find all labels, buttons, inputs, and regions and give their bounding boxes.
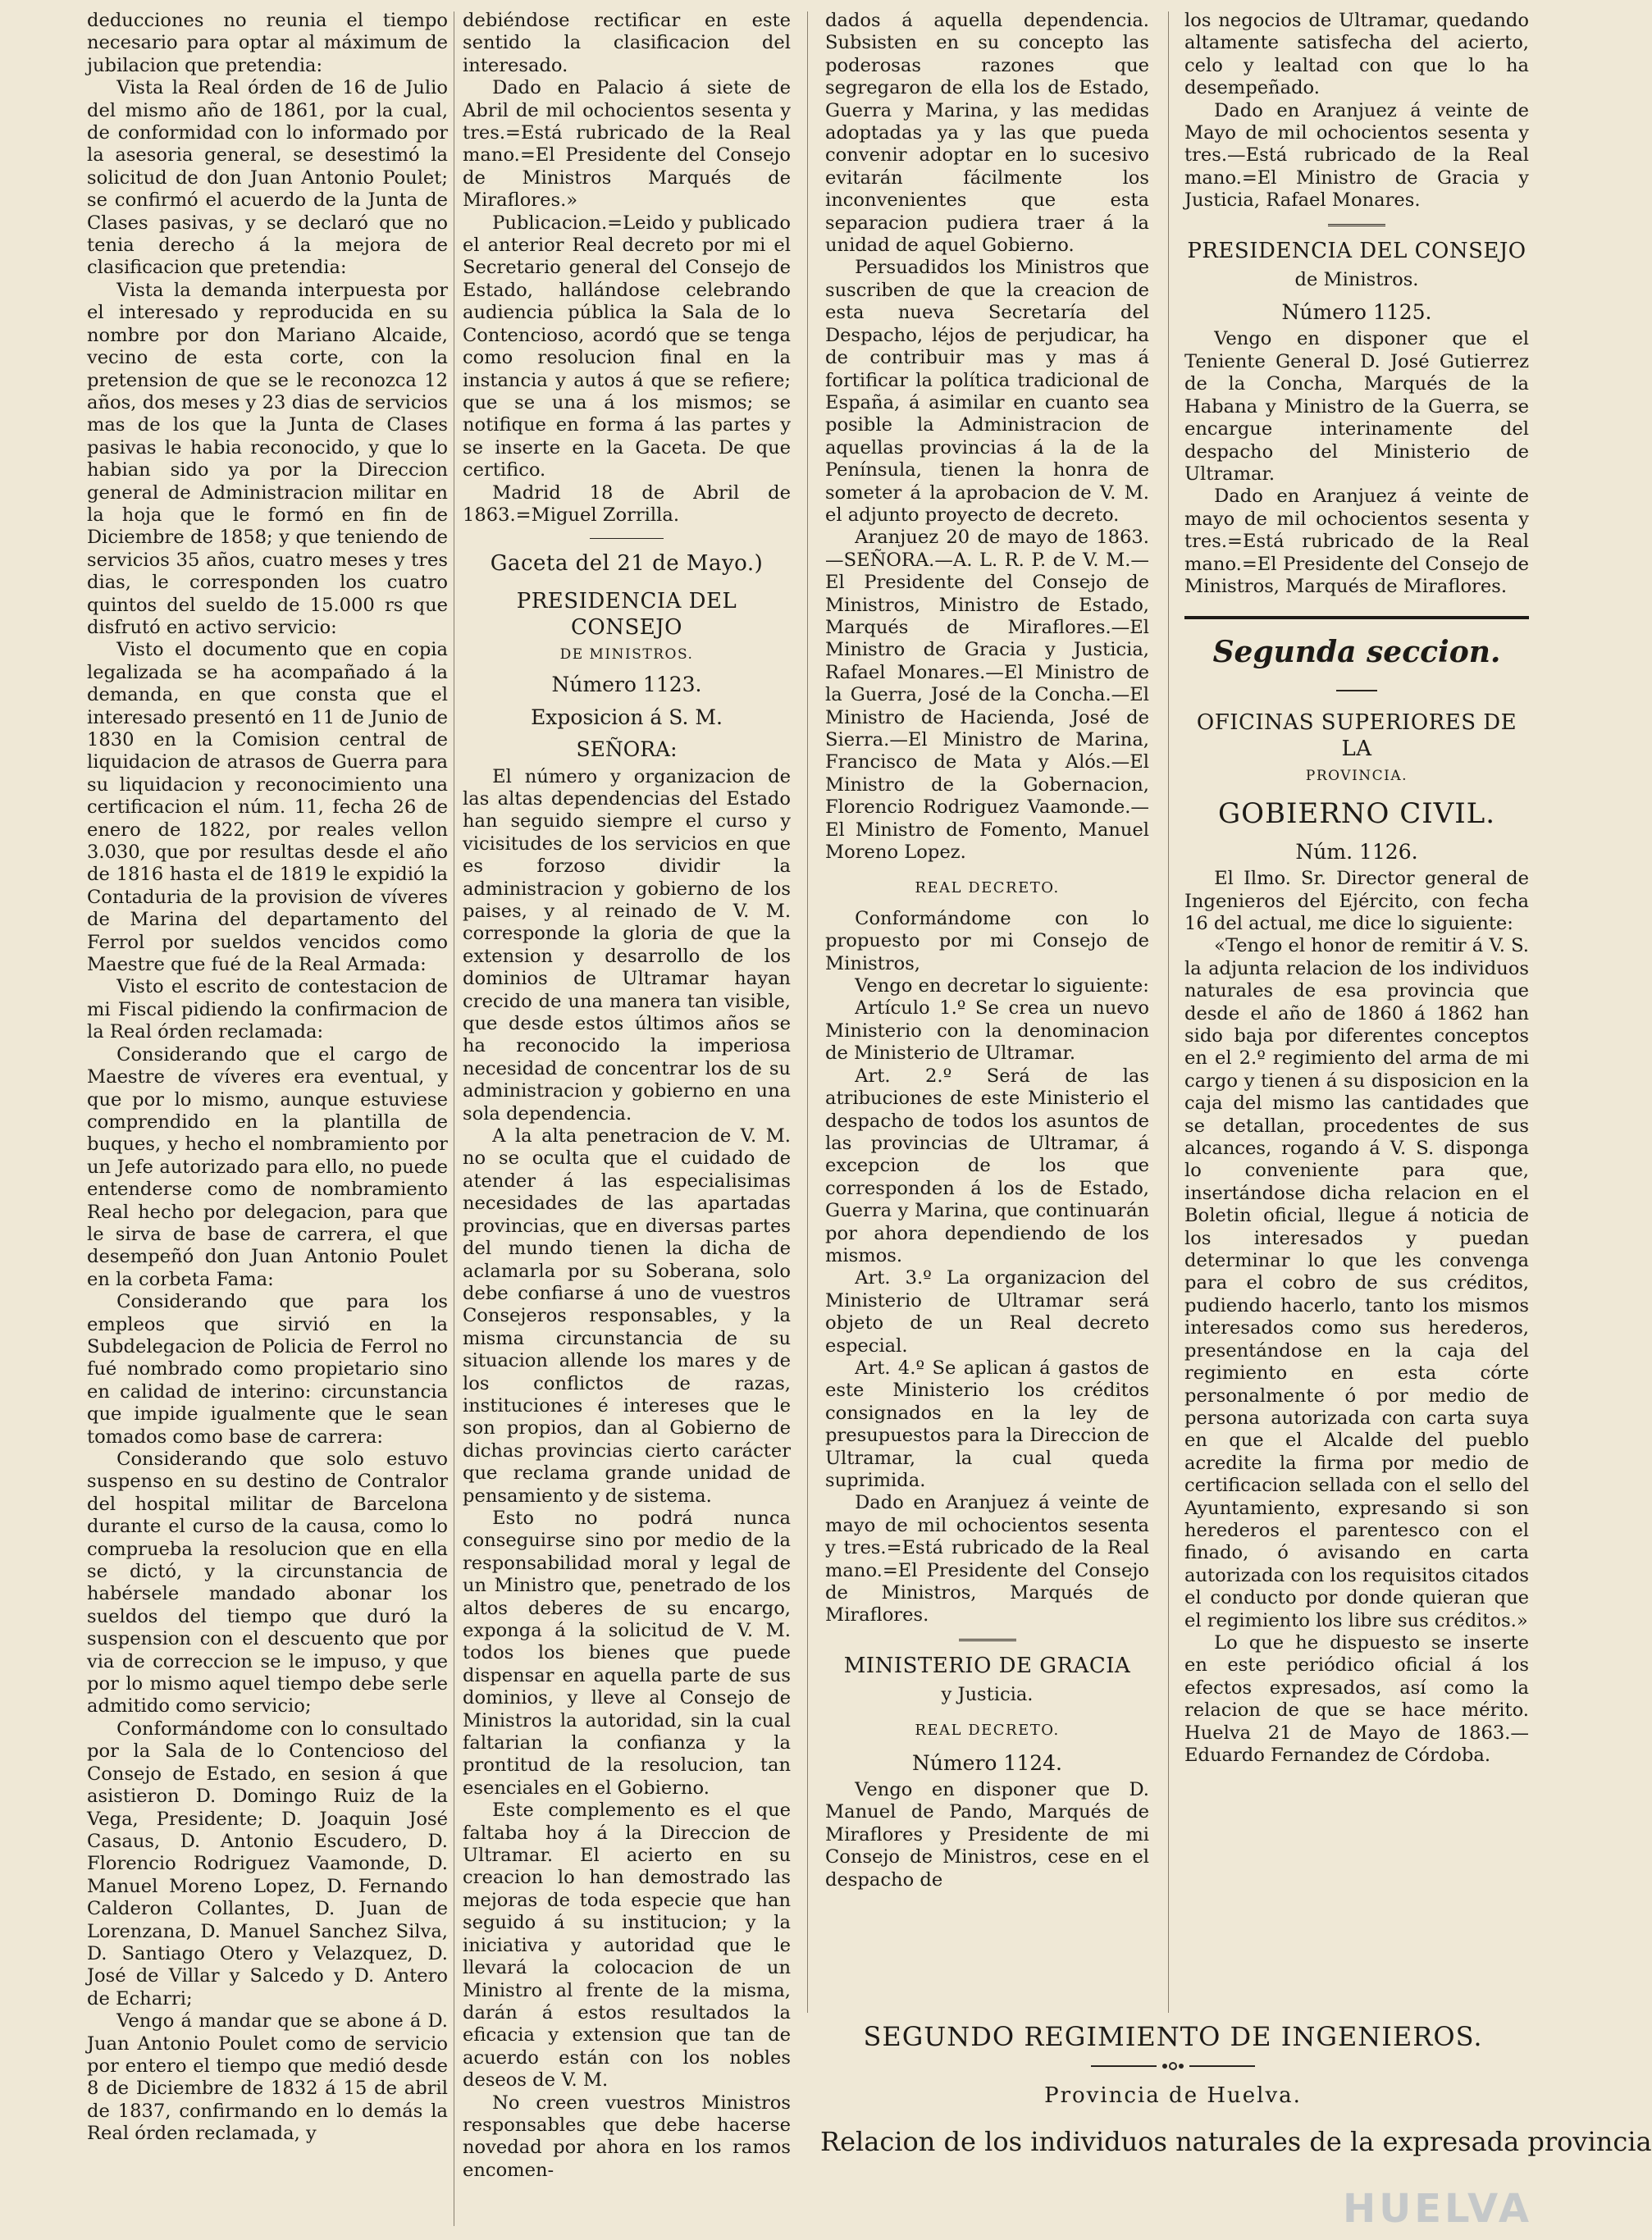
paragraph: A la alta penetracion de V. M. no se oculta que el cuidado de atender á las especialisimas necesidades de las apartadas provincias, que en diversas partes del mundo tienen la dicha de aclamarla por su Soberana, solo debe confiarse á uno de vuestros Consejeros responsables, y la misma circunstancia de su situacion allende los mares y de los conflictos de razas, instituciones é intereses que le son propios, dan al Gobierno de dichas provincias cierto carácter que reclama grande unidad de pensamiento y de sistema. [463,1125,791,1507]
paragraph: dados á aquella dependencia. Subsisten en su concepto las poderosas razones que segregaron de ella los de Estado, Guerra y Marina, y las medidas adoptadas ya y las que pueda convenir adoptar en lo sucesivo evitarán fácilmente los inconvenientes que esta separacion pudiera traer á la unidad de aquel Gobierno. [825,10,1149,257]
paragraph: deducciones no reunia el tiempo necesario para optar al máximum de jubilacion que pretendia: [87,10,448,76]
document-number: Número 1124. [912,1750,1062,1775]
section-heading: MINISTERIO DE GRACIA [843,1653,1131,1678]
segunda-seccion-heading: Segunda seccion. [1212,635,1501,670]
paragraph: Dado en Aranjuez á veinte de mayo de mil ochocientos sesenta y tres.=Está rubricado de la Real mano.=El Presidente del Consejo de Ministros, Marqués de Miraflores. [1184,486,1529,597]
paragraph: Vista la demanda interpuesta por el interesado y reproducida en su nombre por don Mariano Alcaide, vecino de esta corte, con la pretension de que se le reconozca 12 años, dos meses y 23 dias de servicios mas de los que la Junta de Clases pasivas le habia reconocido, y que lo habian sido ya por la Direccion general de Administracion militar en la hoja que le formó en fin de Diciembre de 1858; y que teniendo de servicios 35 años, cuatro meses y tres dias, le corresponden los cuatro quintos del sueldo de 15.000 rs que disfrutó en activo servicio: [87,279,448,638]
gobierno-civil-heading: GOBIERNO CIVIL. [1217,796,1496,830]
paragraph: Visto el escrito de contestacion de mi Fiscal pidiendo la confirmacion de la Real órden reclamada: [87,976,448,1043]
section-subheading: y Justicia. [941,1683,1034,1705]
archive-watermark: HUELVA [1343,2186,1532,2232]
paragraph: Artículo 1.º Se crea un nuevo Ministerio con la denominacion de Ministerio de Ultramar. [825,997,1149,1065]
paragraph: «Tengo el honor de remitir á V. S. la adjunta relacion de los individuos naturales de esa provincia que desde el año de 1860 á 1862 han sido baja por diferentes conceptos en el 2.º regimiento del arma de mi cargo y tienen á su disposicion en la caja del mismo las cantidades que se detallan, procedentes de sus alcances, rogando á V. S. disponga lo conveniente para que, insertándose dicha relacion en el Boletin oficial, llegue á noticia de los interesados y puedan determinar lo que les convenga para el cobro de sus créditos, pudiendo hacerlo, tanto los mismos interesados como sus herederos, presentándose en la caja del regimiento en esta córte personalmente ó por medio de persona autorizada con carta suya en que el Alcalde del pueblo acredite la firma por medio de certificacion sellada con el sello del Ayuntamiento, expresando si son herederos el parentesco con el finado, ó avisando en carta autorizada con los requisitos citados el conducto por donde quieran que el regimiento los libre sus créditos.» [1184,935,1529,1631]
column-2 [463,10,791,2240]
paragraph: Dado en Aranjuez á veinte de Mayo de mil ochocientos sesenta y tres.—Está rubricado de la Real mano.=El Ministro de Gracia y Justicia, Rafael Monares. [1184,99,1529,212]
section-rule [1328,224,1385,226]
column-divider [1168,11,1169,2013]
paragraph: Vengo en disponer que el Teniente General D. José Gutierrez de la Concha, Marqués de la Habana y Ministro de la Guerra, se encargue interinamente del despacho del Ministerio de Ultramar. [1184,328,1529,485]
salutation: SEÑORA: [576,737,678,762]
column-divider [807,11,808,2013]
paragraph: Vengo en decretar lo siguiente: [855,975,1149,997]
relacion-title: Relacion de los individuos naturales de la expresada provincia [820,2126,1652,2157]
paragraph: Lo que he dispuesto se inserte en este periódico oficial á los efectos expresados, así como la relacion de que se hace mérito. Huelva 21 de Mayo de 1863.—Eduardo Fernandez de Córdoba. [1184,1631,1529,1766]
section-heading: OFICINAS SUPERIORES DE LA [1196,709,1517,761]
paragraph: El Ilmo. Sr. Director general de Ingenieros del Ejército, con fecha 16 del actual, me dice lo siguiente: [1184,868,1529,934]
paragraph: Dado en Palacio á siete de Abril de mil ochocientos sesenta y tres.=Está rubricado de la Real mano.=El Presidente del Consejo de Ministros Marqués de Miraflores.» [463,77,791,212]
paragraph: Este complemento es el que faltaba hoy á la Direccion de Ultramar. El acierto en su creacion lo han demostrado las mejoras de toda especie que han seguido á su institucion; y la iniciativa y autoridad que le llevará la colocacion de un Ministro al frente de la misma, darán á estos resultados la eficacia y extension que tan de acuerdo están con los nobles deseos de V. M. [463,1800,791,2092]
paragraph: Publicacion.=Leido y publicado el anterior Real decreto por mi el Secretario general del Consejo de Estado, hallándose celebrando audiencia pública la Sala de lo Contencioso, acordó que se tenga como resolucion final en la instancia y autos á que se refiere; que se una á los mismos; se notifique en forma á las partes y se inserte en la Gaceta. De que certifico. [463,212,791,481]
exposicion-title: Exposicion á S. M. [531,705,723,729]
decree-heading: REAL DECRETO. [915,1722,1060,1740]
paragraph: Vengo á mandar que se abone á D. Juan Antonio Poulet como de servicio por entero el tiempo que medió desde 8 de Diciembre de 1832 á 15 de abril de 1837, confirmando en lo demás la Real órden reclamada, y [87,2010,448,2145]
paragraph: Visto el documento que en copia legalizada se ha acompañado á la demanda, en que consta que el interesado presentó en 11 de Junio de 1830 en la Comision central de liquidacion de atrasos de Guerra para su liquidacion y reconocimiento una certificacion el núm. 11, fecha 26 de enero de 1822, por reales vellon 3.030, que por resultas desde el año de 1816 hasta el de 1819 le expidió la Contaduria de la provision de víveres de Marina del departamento del Ferrol por sueldos vencidos como Maestre que fué de la Real Armada: [87,639,448,976]
gaceta-date: Gaceta del 21 de Mayo.) [490,551,764,577]
paragraph: Aranjuez 20 de mayo de 1863.—SEÑORA.—A. L. R. P. de V. M.—El Presidente del Consejo de Ministros, Ministro de Estado, Marqués de Miraflores.—El Ministro de Gracia y Justicia, Rafael Monares.—El Ministro de la Guerra, José de la Concha.—El Ministro de Hacienda, José de Sierra.—El Ministro de Marina, Francisco de Mata y Alós.—El Ministro de la Gobernacion, Florencio Rodriguez Vaamonde.—El Ministro de Fomento, Manuel Moreno Lopez. [825,527,1149,864]
paragraph: Considerando que el cargo de Maestre de víveres era eventual, y que por lo mismo, aunque estuviese comprendido en la plantilla de buques, y hecho el nombramiento por un Jefe autorizado para ello, no puede entenderse como de nombramiento Real hecho por delegacion, para que le sirva de base de carrera, el que desempeñó don Juan Antonio Poulet en la corbeta Fama: [87,1043,448,1290]
paragraph: Dado en Aranjuez á veinte de mayo de mil ochocientos sesenta y tres.=Está rubricado de la Real mano.=El Presidente del Consejo de Ministros, Marqués de Miraflores. [825,1492,1149,1626]
section-rule [1184,616,1529,619]
paragraph: Art. 2.º Será de las atribuciones de este Ministerio el despacho de todos los asuntos de las provincias de Ultramar, á excepcion de los que corresponden á los de Estado, Guerra y Marina, que continuarán por ahora dependiendo de los mismos. [825,1065,1149,1266]
column-1 [87,10,448,2240]
section-heading: PRESIDENCIA DEL CONSEJO [1187,238,1527,263]
paragraph: los negocios de Ultramar, quedando altamente satisfecha del acierto, celo y lealtad con que lo ha desempeñado. [1184,10,1529,99]
paragraph: Conformándome con lo propuesto por mi Consejo de Ministros, [825,907,1149,974]
paragraph: Conformándome con lo consultado por la Sala de lo Contencioso del Consejo de Estado, en sesion á que asistieron D. Domingo Ruiz de la Vega, Presidente; D. Joaquin José Casaus, D. Antonio Escudero, D. Florencio Rodriguez Vaamonde, D. Manuel Moreno Lopez, D. Fernando Calderon Collantes, D. Juan de Lorenzana, D. Manuel Sanchez Silva, D. Santiago Otero y Velazquez, D. José de Villar y Salcedo y D. Antero de Echarri; [87,1718,448,2010]
paragraph: Vista la Real órden de 16 de Julio del mismo año de 1861, por la cual, de conformidad con lo informado por la asesoria general, se desestimó la solicitud de don Juan Antonio Poulet; se confirmó el acuerdo de la Junta de Clases pasivas, y se declaró que no tenia derecho á la mejora de clasificacion que pretendia: [87,77,448,279]
paragraph: Esto no podrá nunca conseguirse sino por medio de la responsabilidad moral y legal de un Ministro que, penetrado de los altos deberes de su encargo, exponga á la solicitud de V. M. todos los bienes que puede dispensar en aquella parte de sus dominios, y lleve al Consejo de Ministros la autoridad, sin la cual faltarian la confianza y la prontitud de la resolucion, tan esenciales en el Gobierno. [463,1507,791,1799]
paragraph: Considerando que para los empleos que sirvió en la Subdelegacion de Policia de Ferrol no fué nombrado como propietario sino en calidad de interino: circunstancia que impide igualmente que le sean tomados como base de carrera: [87,1291,448,1448]
regimiento-heading: SEGUNDO REGIMIENTO DE INGENIEROS. [863,2021,1483,2052]
column-3 [825,10,1149,2021]
section-rule [590,538,664,539]
paragraph: Persuadidos los Ministros que suscriben de que la creacion de esta nueva Secretaría del Despacho, léjos de perjudicar, ha de contribuir mas y mas á fortificar la política tradicional de España, á asimilar en cuanto sea posible la Administracion de aquellas provincias á la de la Península, tienen la honra de someter á la aprobacion de V. M. el adjunto proyecto de decreto. [825,257,1149,526]
section-subheading: PROVINCIA. [1305,767,1408,784]
document-number: Núm. 1126. [1295,839,1418,864]
document-number: Número 1125. [1281,300,1432,325]
paragraph: Considerando que solo estuvo suspenso en su destino de Contralor del hospital militar de Barcelona durante el curso de la causa, como lo comprueba la resolucion que en ella se dictó, y la circunstancia de habérsele mandado abonar los sueldos del tiempo que duró la suspension con el descuento que por via de correccion se le impuso, y que por lo mismo aquel tiempo debe serle admitido como servicio; [87,1448,448,1718]
section-heading: PRESIDENCIA DEL CONSEJO [516,589,737,641]
section-rule [959,1639,1016,1641]
ornament-rule [1091,2060,1255,2072]
province-heading: Provincia de Huelva. [1044,2083,1302,2108]
signature-line: Madrid 18 de Abril de 1863.=Miguel Zorrilla. [463,481,791,526]
paragraph: debiéndose rectificar en este sentido la clasificacion del interesado. [463,10,791,76]
column-4 [1184,10,1529,2021]
section-rule [1184,675,1529,697]
paragraph: No creen vuestros Ministros responsables que debe hacerse novedad por ahora en los ramos encomen- [463,2092,791,2181]
section-subheading: DE MINISTROS. [559,646,694,664]
section-subheading: de Ministros. [1294,268,1419,290]
document-number: Número 1123. [551,673,702,697]
decree-heading: REAL DECRETO. [915,879,1060,897]
paragraph: Vengo en disponer que D. Manuel de Pando, Marqués de Miraflores y Presidente de mi Consejo de Ministros, cese en el despacho de [825,1779,1149,1891]
paragraph: Art. 3.º La organizacion del Ministerio de Ultramar será objeto de un Real decreto especial. [825,1267,1149,1357]
paragraph: Art. 4.º Se aplican á gastos de este Ministerio los créditos consignados en la ley de presupuestos para la Direccion de Ultramar, la cual queda suprimida. [825,1357,1149,1491]
paragraph: El número y organizacion de las altas dependencias del Estado han seguido siempre el curso y vicisitudes de los servicios en que es forzoso dividir la administracion y gobierno de los paises, y al reinado de V. M. corresponde la gloria de que la extension y desarrollo de los dominios de Ultramar hayan crecido de una manera tan visible, que desde estos últimos años se ha reconocido la imperiosa necesidad de concentrar los de su administracion y gobierno en una sola dependencia. [463,765,791,1125]
